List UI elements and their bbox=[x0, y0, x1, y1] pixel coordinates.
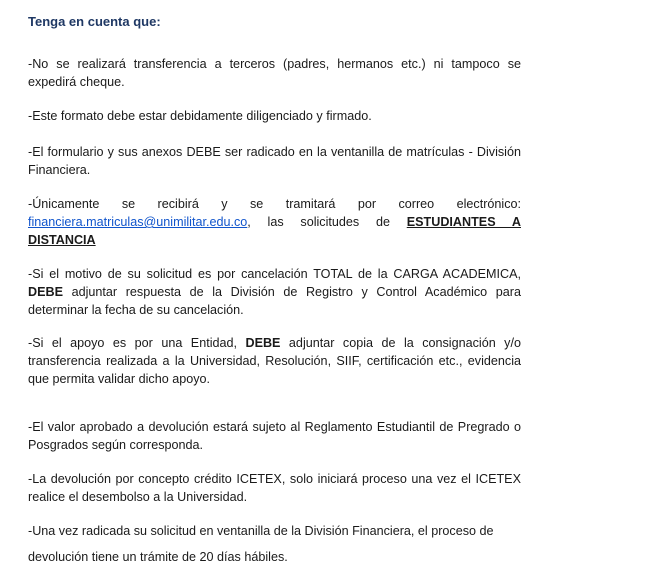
notice-item-email-distance bbox=[28, 195, 521, 249]
notice-item-filing-window: -El formulario y sus anexos DEBE ser radicado en la ventanilla de matrículas - División Financiera. bbox=[28, 145, 521, 177]
email-intro-text: -Únicamente se recibirá y se tramitará por correo electrónico: bbox=[28, 197, 521, 211]
entity-rest-text: adjuntar copia de la consignación y/o transferencia realizada a la Universidad, Resolución, SIIF, certificación etc., evidencia que permita validar dicho apoyo. bbox=[28, 336, 521, 386]
notice-item-third-parties: -No se realizará transferencia a terceros (padres, hermanos etc.) ni tampoco se expedirá cheque. bbox=[28, 57, 521, 89]
notice-item-cancellation bbox=[28, 265, 521, 319]
distance-students-emphasis: ESTUDIANTES A DISTANCIA bbox=[28, 215, 521, 247]
notice-heading: Tenga en cuenta que: bbox=[28, 14, 161, 29]
cancellation-intro-text: -Si el motivo de su solicitud es por cancelación TOTAL de la CARGA ACADEMICA, bbox=[28, 267, 521, 281]
email-middle-text: , las solicitudes de bbox=[247, 215, 407, 229]
cancellation-debe-emphasis: DEBE bbox=[28, 285, 63, 299]
notice-item-form-signed: -Este formato debe estar debidamente diligenciado y firmado. bbox=[28, 109, 372, 123]
notice-item-entity-support bbox=[28, 334, 521, 388]
notice-item-regulation: -El valor aprobado a devolución estará sujeto al Reglamento Estudiantil de Pregrado o Posgrados según corresponda. bbox=[28, 420, 521, 452]
cancellation-rest-text: adjuntar respuesta de la División de Registro y Control Académico para determinar la fecha de su cancelación. bbox=[28, 285, 521, 317]
entity-debe-emphasis: DEBE bbox=[245, 336, 281, 350]
email-link[interactable]: financiera.matriculas@unimilitar.edu.co bbox=[28, 215, 248, 229]
notice-item-icetex: -La devolución por concepto crédito ICETEX, solo iniciará proceso una vez el ICETEX realice el desembolso a la Universidad. bbox=[28, 472, 521, 504]
notice-item-processing-time: -Una vez radicada su solicitud en ventanilla de la División Financiera, el proceso de devolución tiene un trámite de 20 días hábiles. bbox=[28, 524, 494, 564]
entity-intro-text: -Si el apoyo es por una Entidad, bbox=[28, 336, 246, 350]
